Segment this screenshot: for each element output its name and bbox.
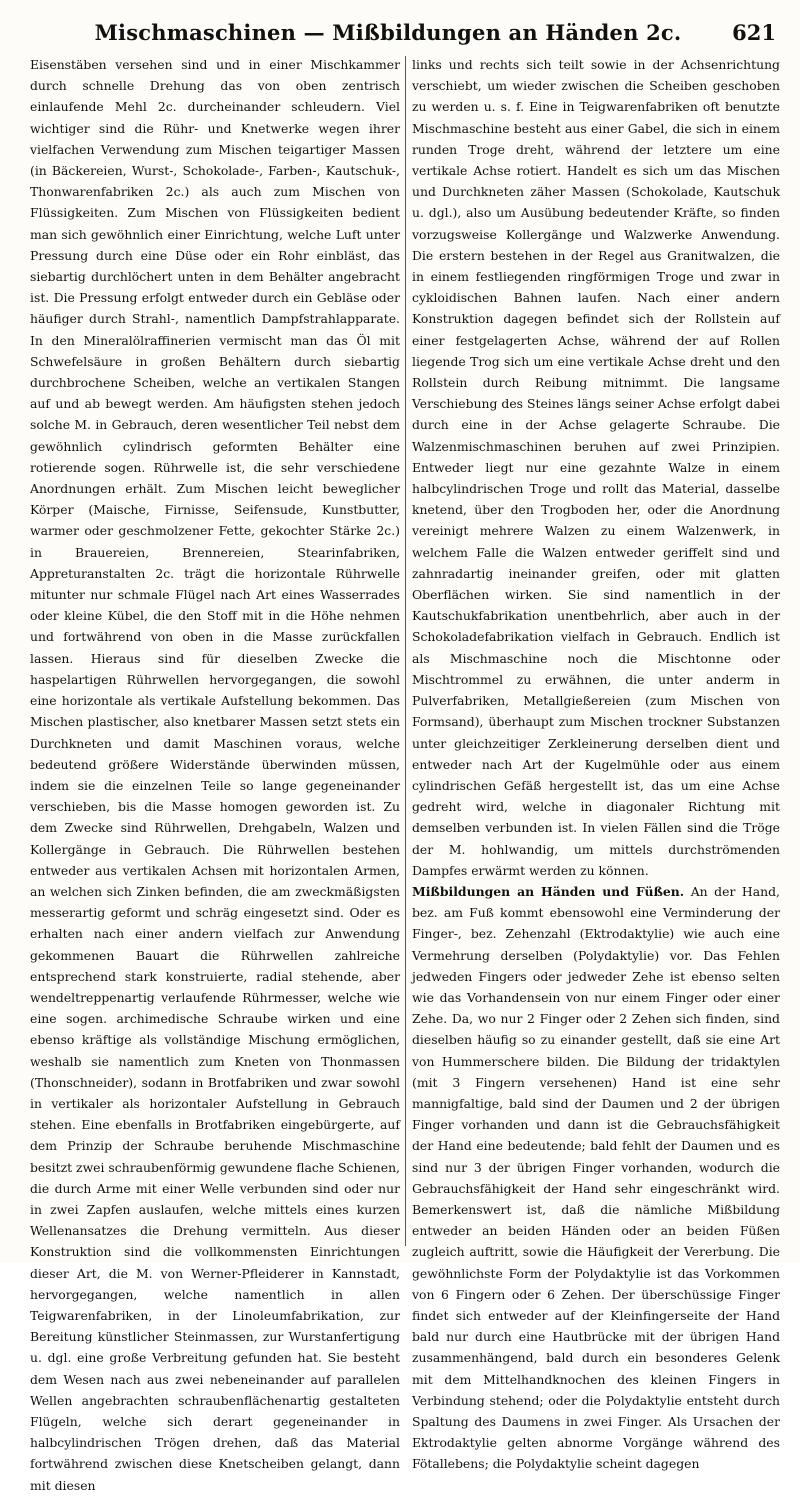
entry-heading: Mißbildungen an Händen und Füßen. — [412, 883, 685, 899]
running-header — [60, 14, 776, 50]
column-divider — [405, 56, 406, 1246]
page-number: 621 — [732, 20, 776, 45]
entry-text: An der Hand, bez. am Fuß kommt ebensowohl eine Verminderung der Finger-, bez. Zehenzahl (Ektrodaktylie) wie auch eine Vermehrung derselben (Polydaktylie) vor. Das Fehlen jedweden Fingers oder jedweder Zehe ist ebenso selten wie das Vorhandensein von nur einem Finger oder einer Zehe. Da, wo nur 2 Finger oder 2 Zehen sich finden, sind dieselben häufig so zu einander gestellt, daß sie eine Art von Hummerschere bilden. Die Bildung der tridaktylen (mit 3 Fingern versehenen) Hand ist eine sehr mannigfaltige, bald sind der Daumen und 2 der übrigen Finger vorhanden und dann ist die Gebrauchsfähigkeit der Hand eine bedeutende; bald fehlt der Daumen und es sind nur 3 der übrigen Finger vorhanden, wodurch die Gebrauchsfähigkeit der Hand sehr eingeschränkt wird. Bemerkenswert ist, daß die nämliche Mißbildung entweder an beiden Händen oder an beiden Füßen zugleich auftritt, sowie die Häufigkeit der Vererbung. Die gewöhnlichste Form der Polydaktylie ist das Vorkommen von 6 Fingern oder 6 Zehen. Der überschüssige Finger findet sich entweder auf der Kleinfingerseite der Hand bald nur durch eine Hautbrücke mit der übrigen Hand zusammenhängend, bald durch ein besonderes Gelenk mit dem Mittelhandknochen des kleinen Fingers in Verbindung stehend; oder die Polydaktylie entsteht durch Spaltung des Daumens in zwei Finger. Als Ursachen der Ektrodaktylie gelten abnorme Vorgänge während des Fötallebens; die Polydaktylie scheint dagegen — [412, 883, 780, 1472]
right-column-text: links und rechts sich teilt sowie in der Achsenrichtung verschiebt, um wieder zwischen die Scheiben geschoben zu werden u. s. f. Eine in Teigwarenfabriken oft benutzte Mischmaschine besteht aus einer Gabel, die sich in einem runden Troge dreht, während der letztere um eine vertikale Achse rotiert. Handelt es sich um das Mischen und Durchkneten zäher Massen (Schokolade, Kautschuk u. dgl.), also um Ausübung bedeutender Kräfte, so finden vorzugsweise Kollergänge und Walzwerke Anwendung. Die erstern bestehen in der Regel aus Granitwalzen, die in einem festliegenden ringförmigen Troge und zwar in cykloidischen Bahnen laufen. Nach einer andern Konstruktion dagegen befindet sich der Rollstein auf einer festgelagerten Achse, während der auf Rollen liegende Trog sich um eine vertikale Achse dreht und den Rollstein durch Reibung mitnimmt. Die langsame Verschiebung des Steines längs seiner Achse erfolgt dabei durch eine in der Achse gelagerte Schraube. Die Walzenmischmaschinen beruhen auf zwei Prinzipien. Entweder liegt nur eine gezahnte Walze in einem halbcylindrischen Troge und rollt das Material, dasselbe knetend, über den Trogboden her, oder die Anordnung vereinigt mehrere Walzen zu einem Walzenwerk, in welchem Falle die Walzen entweder geriffelt sind und zahnradartig ineinander greifen, oder mit glatten Oberflächen wirken. Sie sind namentlich in der Kautschukfabrikation unentbehrlich, aber auch in der Schokoladefabrikation vielfach in Gebrauch. Endlich ist als Mischmaschine noch die Mischtonne oder Mischtrommel zu erwähnen, die unter anderm in Pulverfabriken, Metallgießereien (zum Mischen von Formsand), überhaupt zum Mischen trockner Substanzen unter gleichzeitiger Zerkleinerung derselben dient und entweder nach Art der Kugelmühle oder aus einem cylindrischen Gefäß hergestellt ist, das um eine Achse gedreht wird, welche in diagonaler Richtung mit demselben verbunden ist. In vielen Fällen sind die Tröge der M. hohlwandig, um mittels durchströmenden Dampfes erwärmt werden zu können. — [412, 57, 780, 878]
left-column — [30, 54, 400, 1493]
right-column — [412, 54, 780, 1472]
header-title: Mischmaschinen — Mißbildungen an Händen 2c. — [94, 20, 682, 45]
left-column-text: Eisenstäben versehen sind und in einer Mischkammer durch schnelle Drehung das von oben zentrisch einlaufende Mehl 2c. durcheinander schleudern. Viel wichtiger sind die Rühr- und Knetwerke wegen ihrer vielfachen Verwendung zum Mischen teigartiger Massen (in Bäckereien, Wurst-, Schokolade-, Farben-, Kautschuk-, Thonwarenfabriken 2c.) als auch zum Mischen von Flüssigkeiten. Zum Mischen von Flüssigkeiten bedient man sich gewöhnlich einer Einrichtung, welche Luft unter Pressung durch eine Düse oder ein Rohr einbläst, das siebartig durchlöchert unten in dem Behälter angebracht ist. Die Pressung erfolgt entweder durch ein Gebläse oder häufiger durch Strahl-, namentlich Dampfstrahlapparate. In den Mineralölraffinerien vermischt man das Öl mit Schwefelsäure in großen Behältern durch siebartig durchbrochene Scheiben, welche an vertikalen Stangen auf und ab bewegt werden. Am häufigsten stehen jedoch solche M. in Gebrauch, deren wesentlicher Teil nebst dem gewöhnlich cylindrisch geformten Behälter eine rotierende sogen. Rührwelle ist, die sehr verschiedene Anordnungen erhält. Zum Mischen leicht beweglicher Körper (Maische, Firnisse, Seifensude, Kunstbutter, warmer oder geschmolzener Fette, gekochter Stärke 2c.) in Brauereien, Brennereien, Stearinfabriken, Appreturanstalten 2c. trägt die horizontale Rührwelle mitunter nur schmale Flügel nach Art eines Wasserrades oder kleine Kübel, die den Stoff mit in die Höhe nehmen und fortwährend von oben in die Masse zurückfallen lassen. Hieraus sind für dieselben Zwecke die haspelartigen Rührwellen hervorgegangen, die sowohl eine horizontale als vertikale Aufstellung bekommen. Das Mischen plastischer, also knetbarer Massen setzt stets ein Durchkneten und damit Maschinen voraus, welche bedeutend größere Widerstände überwinden müssen, indem sie die einzelnen Teile so lange gegeneinander verschieben, bis die Masse homogen geworden ist. Zu dem Zwecke sind Rührwellen, Drehgabeln, Walzen und Kollergänge in Gebrauch. Die Rührwellen bestehen entweder aus vertikalen Achsen mit horizontalen Armen, an welchen sich Zinken befinden, die am zweckmäßigsten messerartig geformt und schräg eingesetzt sind. Oder es erhalten nach einer andern vielfach zur Anwendung gekommenen Bauart die Rührwellen zahlreiche entsprechend stark konstruierte, radial stehende, aber wendeltreppenartig verlaufende Rührmesser, welche wie eine sogen. archimedische Schraube wirken und eine ebenso kräftige als vollständige Mischung ermöglichen, weshalb sie namentlich zum Kneten von Thonmassen (Thonschneider), sodann in Brotfabriken und zwar sowohl in vertikaler als horizontaler Aufstellung in Gebrauch stehen. Eine ebenfalls in Brotfabriken eingebürgerte, auf dem Prinzip der Schraube beruhende Mischmaschine besitzt zwei schraubenförmig gewundene flache Schienen, die durch Arme mit einer Welle verbunden sind oder nur in zwei Zapfen auslaufen, welche mittels eines kurzen Wellenansatzes die Drehung vermitteln. Aus dieser Konstruktion sind die vollkommensten Einrichtungen dieser Art, die M. von Werner-Pfleiderer in Kannstadt, hervorgegangen, welche namentlich in allen Teigwarenfabriken, in der Linoleumfabrikation, zur Bereitung künstlicher Steinmassen, zur Wurstanfertigung u. dgl. eine große Verbreitung gefunden hat. Sie besteht dem Wesen nach aus zwei nebeneinander auf parallelen Wellen angebrachten schraubenflächenartig gestalteten Flügeln, welche sich derart gegeneinander in halbcylindrischen Trögen drehen, daß das Material fortwährend zwischen diese Knetscheiben gelangt, dann mit diesen — [30, 57, 400, 1493]
entry-paragraph — [412, 881, 780, 1475]
